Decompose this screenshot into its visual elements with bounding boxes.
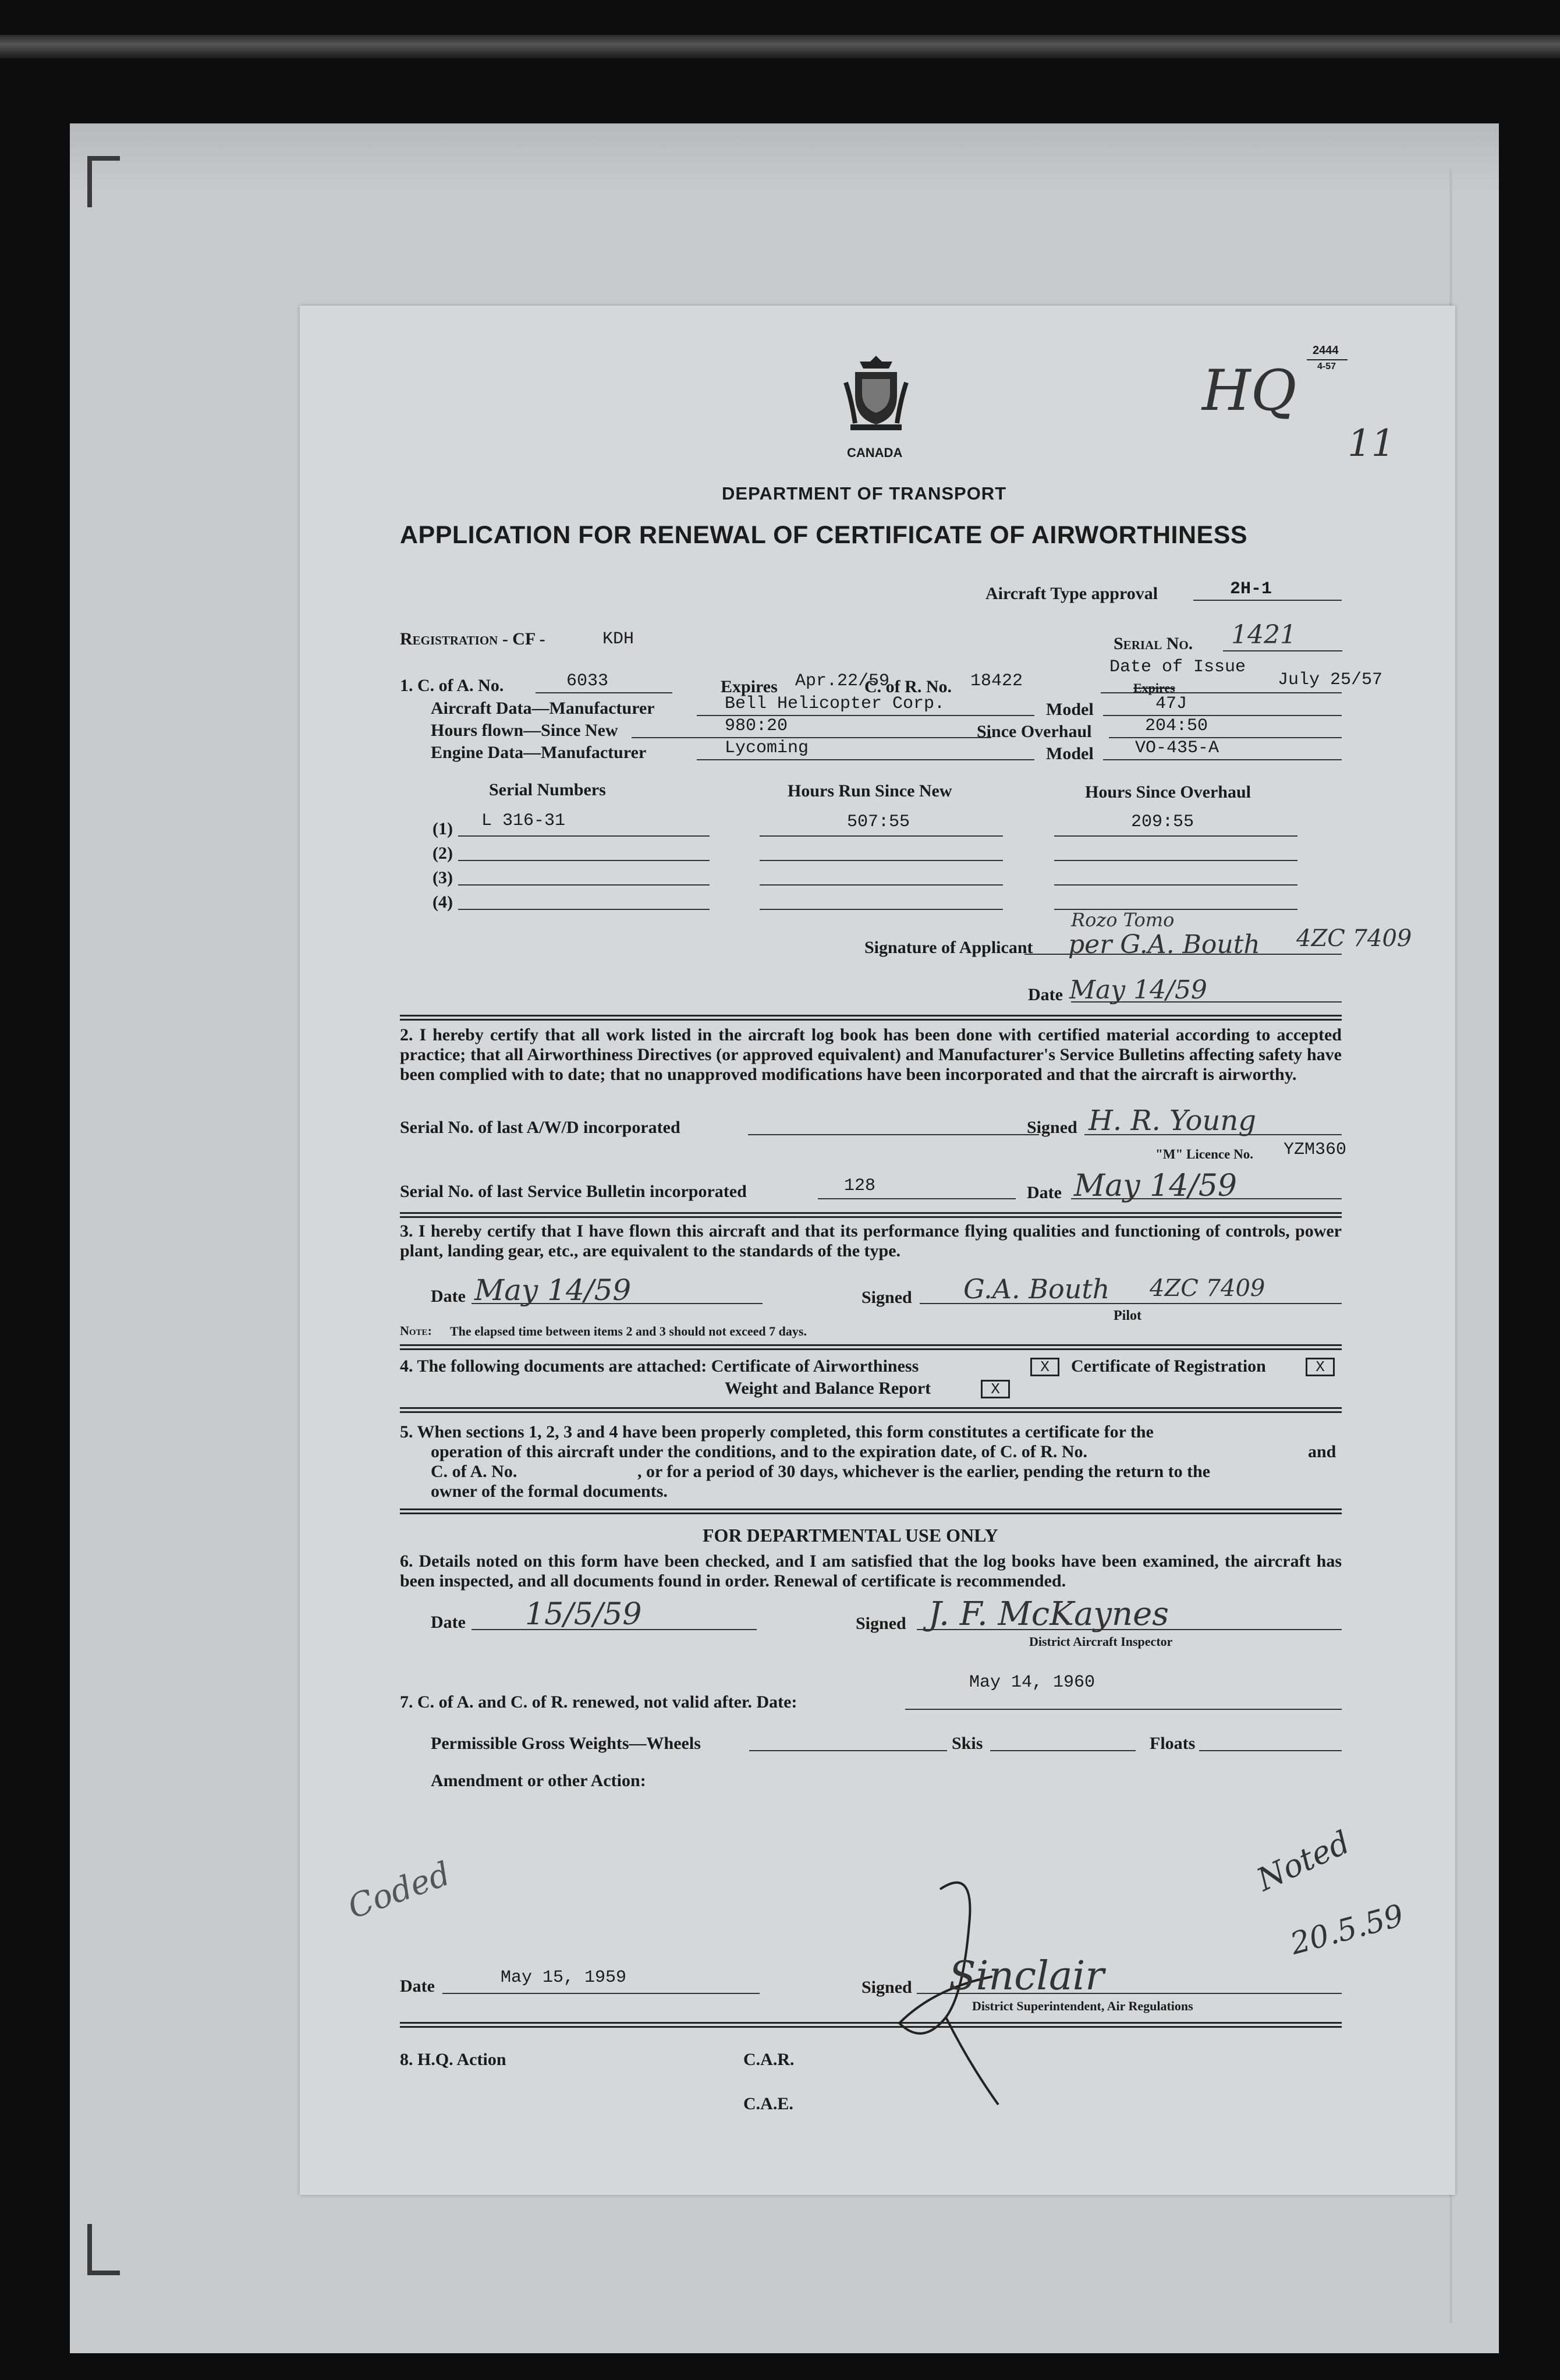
handwritten-eleven: 11: [1348, 422, 1395, 465]
serial-value: 1421: [1231, 620, 1296, 650]
section6-date-label: Date: [431, 1613, 466, 1632]
section-divider: [400, 1508, 1342, 1514]
section-divider: [400, 1212, 1342, 1218]
bulletin-label: Serial No. of last Service Bulletin incorporated: [400, 1182, 747, 1201]
section5-line3b: , or for a period of 30 days, whichever is the earlier, pending the return to the: [637, 1462, 1211, 1481]
coa-line: [536, 692, 672, 693]
floats-label: Floats: [1150, 1734, 1196, 1753]
engine-row-num: (4): [432, 892, 453, 912]
engine-model-label: Model: [1046, 744, 1094, 763]
applicant-licence: 4ZC 7409: [1296, 925, 1412, 952]
section6-signature: J. F. McKaynes: [928, 1595, 1169, 1633]
section2-text: 2. I hereby certify that all work listed in the aircraft log book has been done with certified material according to accepted practice; that all Airworthiness Directives (or approved equivalent) and Manufacturer's Service Bulletins affecting safety have been complied with to date; that no unapproved modifications have been incorporated and that the aircraft is airworthy.: [400, 1025, 1342, 1084]
crop-mark-bl: [87, 2224, 120, 2275]
engine-model-value: VO-435-A: [1135, 738, 1219, 758]
section6-date: 15/5/59: [525, 1597, 642, 1632]
awd-label: Serial No. of last A/W/D incorporated: [400, 1118, 680, 1137]
section3-date: May 14/59: [474, 1273, 632, 1307]
serial-line: [1223, 650, 1342, 651]
expires-label: Expires: [721, 677, 778, 696]
engine-col-hours-overhaul: Hours Since Overhaul: [1085, 782, 1251, 802]
final-signature: Sinclair: [949, 1953, 1104, 1999]
cor-attached-label: Certificate of Registration: [1071, 1357, 1266, 1376]
engine-hours-new-value: 507:55: [847, 812, 910, 832]
section5-line1: 5. When sections 1, 2, 3 and 4 have been properly completed, this form constitutes a certificate for the: [400, 1422, 1154, 1442]
engine-hours-overhaul-line: [1054, 884, 1297, 886]
registration-value: KDH: [602, 629, 634, 649]
floats-line: [1199, 1750, 1342, 1751]
wb-checkbox: [981, 1380, 1010, 1398]
skis-label: Skis: [952, 1734, 983, 1753]
model-value: 47J: [1155, 694, 1187, 714]
superintendent-label: District Superintendent, Air Regulations: [972, 1999, 1193, 2013]
section5-line2b: and: [1308, 1442, 1336, 1461]
section3-date-label: Date: [431, 1287, 466, 1306]
final-date: May 15, 1959: [501, 1968, 627, 1988]
section-divider: [400, 1344, 1342, 1350]
outer-sheet-shade: [70, 123, 1499, 193]
expires-value: Apr.22/59: [795, 671, 890, 691]
wheels-line: [749, 1750, 947, 1751]
wb-label: Weight and Balance Report: [725, 1379, 931, 1398]
engine-line: [697, 759, 1034, 760]
weights-label: Permissible Gross Weights—Wheels: [431, 1734, 701, 1753]
applicant-date-label: Date: [1028, 985, 1063, 1004]
section6-signed-label: Signed: [856, 1614, 906, 1633]
section5-line2: operation of this aircraft under the conditions, and to the expiration date, of C. of R. No.: [431, 1442, 1088, 1461]
section4-text: 4. The following documents are attached: Certificate of Airworthiness: [400, 1357, 919, 1376]
hours-flown-value: 980:20: [725, 716, 788, 736]
section3-licence: 4ZC 7409: [1150, 1275, 1265, 1302]
applicant-signature: per G.A. Bouth: [1068, 930, 1260, 959]
engine-row-num: (1): [432, 819, 453, 838]
crest-icon: [841, 353, 911, 441]
engine-row-num: (2): [432, 844, 453, 863]
applicant-above-signature: Rozo Tomo: [1071, 909, 1175, 931]
section2-date-label: Date: [1027, 1183, 1062, 1202]
cor-value: 18422: [970, 671, 1023, 691]
type-approval-label: Aircraft Type approval: [985, 584, 1158, 603]
since-overhaul-label: Since Overhaul: [977, 722, 1092, 741]
renewal-date: May 14, 1960: [969, 1673, 1095, 1692]
car-label: C.A.R.: [743, 2050, 795, 2069]
noted-note: Noted: [1251, 1823, 1356, 1899]
departmental-heading: FOR DEPARTMENTAL USE ONLY: [703, 1525, 998, 1546]
date-of-issue-value: July 25/57: [1278, 670, 1383, 690]
hours-flown-line: [632, 737, 991, 738]
engine-serial-line: [458, 884, 710, 886]
section-divider: [400, 2022, 1342, 2028]
amendment-label: Amendment or other Action:: [431, 1771, 646, 1790]
engine-serial-line: [458, 835, 710, 837]
skis-line: [990, 1750, 1136, 1751]
check-mark: X: [981, 1380, 1010, 1398]
cor-checkbox: [1306, 1358, 1335, 1376]
engine-model-line: [1103, 759, 1342, 760]
final-signed-label: Signed: [861, 1978, 912, 1997]
form-paper: [300, 306, 1455, 2195]
date-of-issue-label: Date of Issue: [1109, 657, 1246, 677]
section7-label: 7. C. of A. and C. of R. renewed, not valid after. Date:: [400, 1692, 797, 1712]
engine-hours-new-line: [760, 884, 1003, 886]
engine-value: Lycoming: [725, 738, 809, 758]
section5-line3a: C. of A. No.: [431, 1462, 517, 1481]
inspector-label: District Aircraft Inspector: [1029, 1634, 1173, 1649]
section-divider: [400, 1015, 1342, 1021]
applicant-date: May 14/59: [1069, 975, 1207, 1005]
pilot-label: Pilot: [1114, 1308, 1141, 1323]
hq-action-label: 8. H.Q. Action: [400, 2050, 506, 2069]
engine-col-hours-new: Hours Run Since New: [788, 781, 952, 801]
model-label: Model: [1046, 700, 1094, 719]
section2-signed-label: Signed: [1027, 1118, 1077, 1137]
engine-hours-overhaul-line: [1054, 835, 1297, 837]
note-text: The elapsed time between items 2 and 3 should not exceed 7 days.: [450, 1324, 807, 1338]
engine-hours-overhaul-value: 209:55: [1131, 812, 1194, 832]
since-overhaul-value: 204:50: [1145, 716, 1208, 736]
cae-label: C.A.E.: [743, 2094, 793, 2113]
applicant-signature-label: Signature of Applicant: [864, 938, 1033, 957]
engine-hours-new-line: [760, 860, 1003, 861]
coa-checkbox: [1030, 1358, 1059, 1376]
cor-label: C. of R. No.: [864, 677, 952, 696]
noted-date: 20.5.59: [1286, 1898, 1407, 1962]
section5-line4: owner of the formal documents.: [431, 1482, 668, 1501]
bulletin-line: [818, 1198, 1016, 1199]
engine-col-serial: Serial Numbers: [489, 780, 606, 799]
form-number: 2444: [1313, 344, 1339, 357]
engine-row-num: (3): [432, 868, 453, 887]
section7-date-line: [905, 1709, 1342, 1710]
awd-line: [748, 1134, 1039, 1135]
engine-serial-line: [458, 909, 710, 910]
section2-date: May 14/59: [1074, 1168, 1238, 1203]
engine-label: Engine Data—Manufacturer: [431, 743, 647, 762]
check-mark: X: [1306, 1358, 1335, 1376]
engine-hours-overhaul-line: [1054, 860, 1297, 861]
engine-serial-value: L 316-31: [481, 811, 566, 831]
section6-text: 6. Details noted on this form have been checked, and I am satisfied that the log books have been examined, the aircraft has been inspected, and all documents found in order. Renewal of certificate is recommended.: [400, 1552, 1342, 1591]
manufacturer-value: Bell Helicopter Corp.: [725, 694, 945, 714]
check-mark: X: [1030, 1358, 1059, 1376]
handwritten-hq: HQ: [1202, 358, 1297, 423]
manufacturer-label: Aircraft Data—Manufacturer: [431, 699, 655, 718]
film-edge: [0, 35, 1560, 58]
model-line: [1103, 715, 1342, 716]
date-of-issue-line: [1101, 692, 1342, 693]
coa-label: 1. C. of A. No.: [400, 676, 504, 695]
engine-hours-new-line: [760, 909, 1003, 910]
section3-signature: G.A. Bouth: [963, 1273, 1110, 1305]
form-title: APPLICATION FOR RENEWAL OF CERTIFICATE OF AIRWORTHINESS: [400, 521, 1248, 549]
final-date-line: [442, 1993, 760, 1994]
section2-signature: H. R. Young: [1089, 1104, 1256, 1137]
country-label: CANADA: [847, 445, 903, 460]
type-approval-line: [1193, 600, 1342, 601]
bulletin-value: 128: [844, 1176, 876, 1196]
form-date: 4-57: [1317, 362, 1336, 371]
form-number-divider: [1307, 359, 1348, 360]
department-title: DEPARTMENT OF TRANSPORT: [722, 483, 1007, 504]
coded-note: Coded: [343, 1854, 456, 1927]
hours-flown-label: Hours flown—Since New: [431, 721, 618, 740]
type-approval-value: 2H-1: [1230, 579, 1272, 599]
section3-signed-label: Signed: [861, 1288, 912, 1307]
coa-value: 6033: [566, 671, 609, 691]
m-licence-label: "M" Licence No.: [1155, 1147, 1253, 1161]
final-date-label: Date: [400, 1977, 435, 1996]
registration-label: Registration - CF -: [400, 629, 545, 649]
crop-mark-tl: [87, 156, 120, 207]
section-divider: [400, 1407, 1342, 1413]
expires-struck: Expires: [1133, 681, 1175, 695]
engine-serial-line: [458, 860, 710, 861]
note-label: Note:: [400, 1323, 432, 1338]
engine-hours-new-line: [760, 835, 1003, 837]
section3-text: 3. I hereby certify that I have flown this aircraft and that its performance flying qualities and functioning of controls, power plant, landing gear, etc., are equivalent to the standards of the type.: [400, 1221, 1342, 1260]
serial-label: Serial No.: [1114, 634, 1193, 653]
m-licence-value: YZM360: [1284, 1140, 1347, 1160]
